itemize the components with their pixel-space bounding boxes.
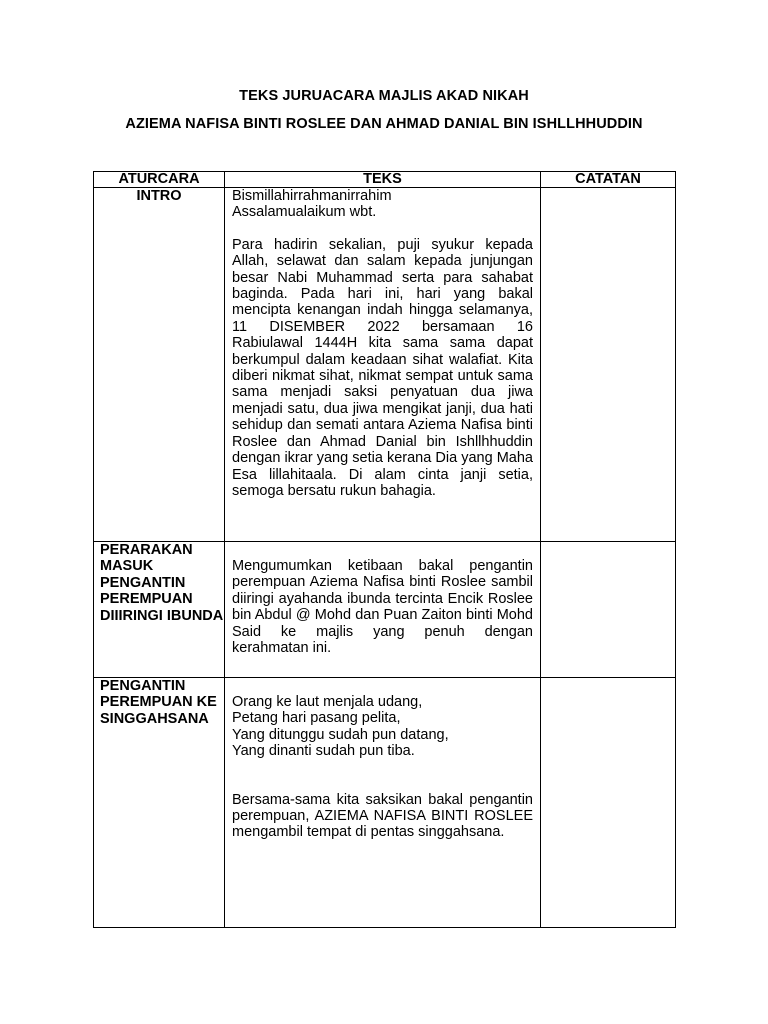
table-row-intro [94, 188, 676, 542]
teks-line: Assalamualaikum wbt. [232, 204, 377, 221]
pantun-line: Yang ditunggu sudah pun datang, [232, 726, 449, 743]
teks-line: Bismillahirrahmanirrahim [232, 188, 392, 204]
teks-paragraph: Mengumumkan ketibaan bakal pengantin perempuan Aziema Nafisa binti Roslee sambil diiringi ayahanda ibunda tercinta Encik Roslee bin Abdul @ Mohd dan Puan Zaiton binti Mohd Said ke majlis yang penuh dengan kerahmatan ini. [232, 558, 533, 657]
teks-cell [225, 678, 541, 928]
aturcara-cell: PERARAKAN MASUK PENGANTIN PEREMPUAN DIIIRINGI IBUNDA [94, 542, 225, 678]
catatan-cell [541, 678, 676, 928]
program-table [93, 171, 676, 928]
document-title: TEKS JURUACARA MAJLIS AKAD NIKAH [239, 88, 529, 104]
teks-paragraph: Bersama-sama kita saksikan bakal pengantin perempuan, AZIEMA NAFISA BINTI ROSLEE mengambil tempat di pentas singgahsana. [232, 791, 533, 841]
teks-cell [225, 542, 541, 678]
table-row-perarakan [94, 542, 676, 678]
table-header-row [94, 172, 676, 188]
teks-paragraph: Para hadirin sekalian, puji syukur kepada Allah, selawat dan salam kepada junjungan besar Nabi Muhammad serta para sahabat baginda. Pada hari ini, hari yang bakal mencipta kenangan indah hingga selamanya, 11 DISEMBER 2022 bersamaan 16 Rabiulawal 1444H kita sama sama dapat berkumpul dalam keadaan sihat walafiat. Kita diberi nikmat sihat, nikmat sempat untuk sama sama menjadi saksi penyatuan dua jiwa menjadi satu, dua jiwa mengikat janji, dua hati sehidup dan semati antara Aziema Nafisa binti Roslee dan Ahmad Danial bin Ishllhhuddin dengan ikrar yang setia kerana Dia yang Maha Esa lillahitaala. Di alam cinta janji setia, semoga bersatu rukun bahagia. [232, 236, 533, 499]
header-teks: TEKS [225, 172, 541, 188]
header-aturcara: ATURCARA [94, 172, 225, 188]
document-subtitle: AZIEMA NAFISA BINTI ROSLEE DAN AHMAD DANIAL BIN ISHLLHHUDDIN [125, 116, 643, 132]
teks-cell [225, 188, 541, 542]
pantun-line: Orang ke laut menjala udang, [232, 694, 423, 710]
catatan-cell [541, 542, 676, 678]
aturcara-cell: INTRO [94, 188, 225, 542]
catatan-cell [541, 188, 676, 542]
pantun-line: Petang hari pasang pelita, [232, 710, 401, 727]
aturcara-cell: PENGANTIN PEREMPUAN KE SINGGAHSANA [94, 678, 225, 928]
table-row-singgahsana [94, 678, 676, 928]
pantun-line: Yang dinanti sudah pun tiba. [232, 743, 415, 760]
header-catatan: CATATAN [541, 172, 676, 188]
